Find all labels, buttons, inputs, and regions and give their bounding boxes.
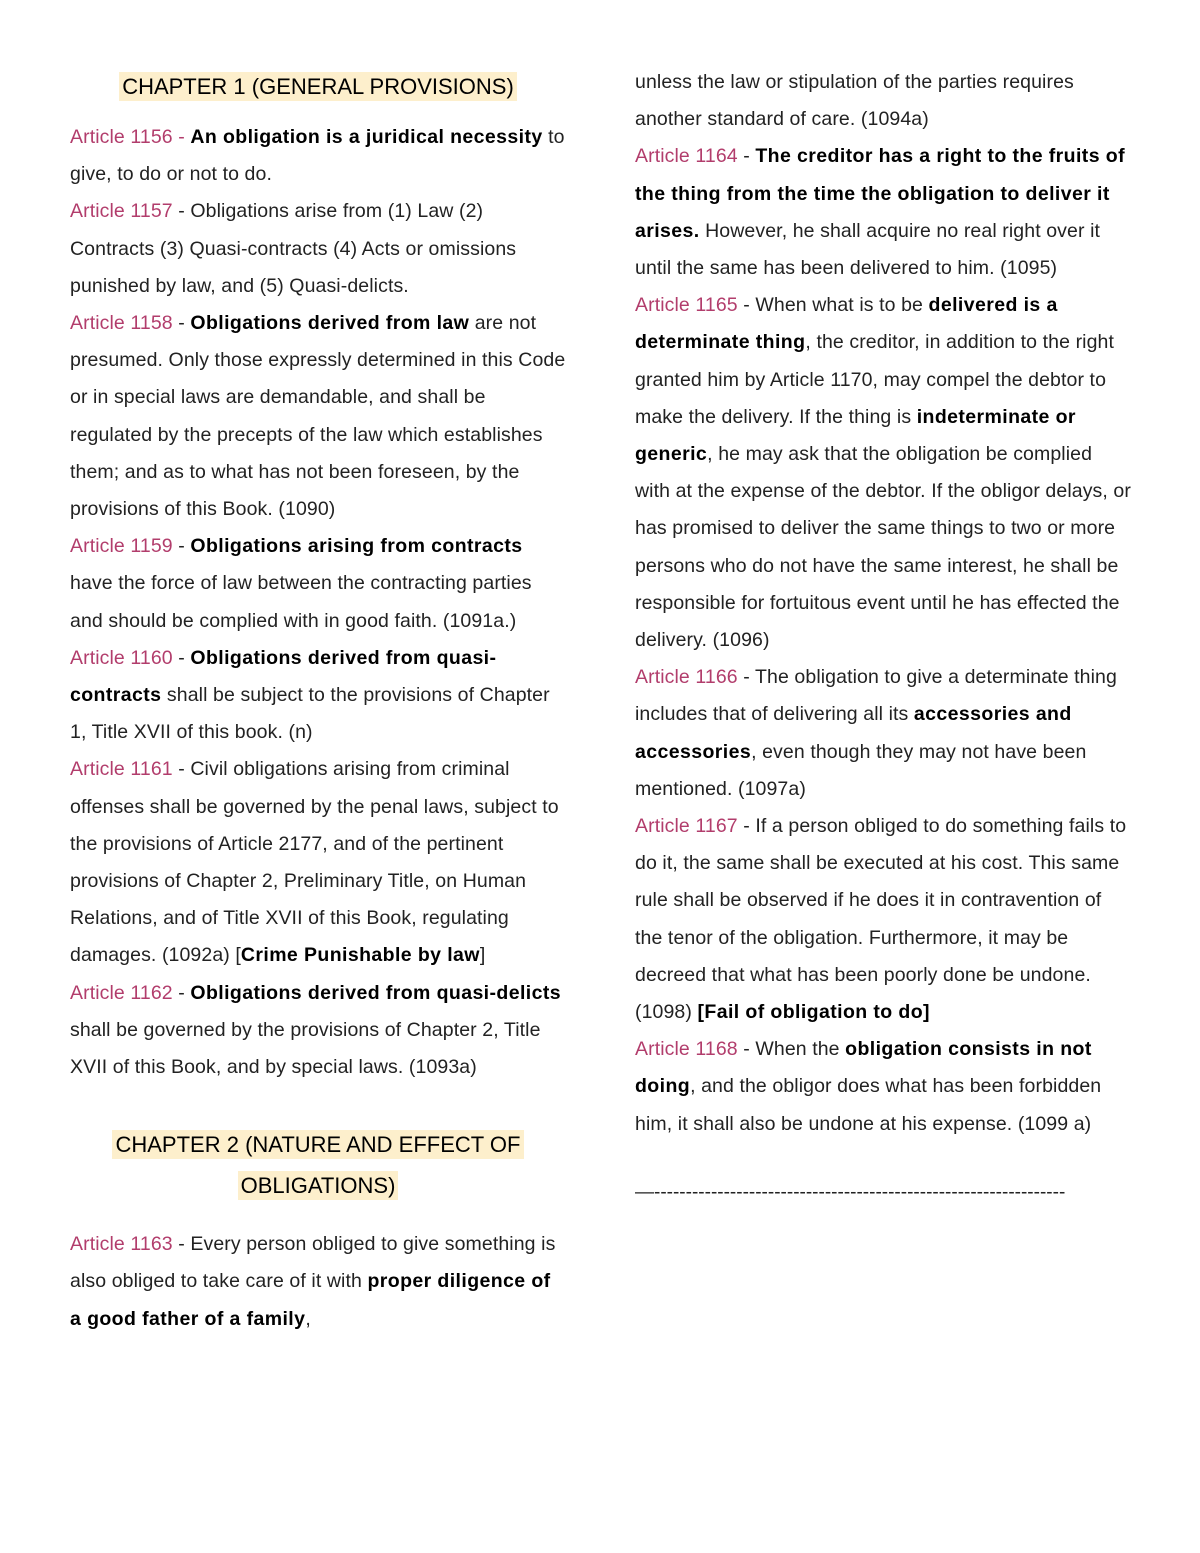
article-text: - Every person obliged to give something is also obliged to take care of it with xyxy=(70,1233,556,1293)
article-1163-continued: unless the law or stipulation of the parties requires another standard of care. (1094a) xyxy=(635,71,1074,131)
article-emphasis: accessories and accessories xyxy=(635,703,1072,763)
article-text: are not presumed. Only those expressly determined in this Code or in special laws are demandable, and shall be regulated by the precepts of the law which establishes them; and as to what has not been foreseen, by the provisions of this Book. (1090) xyxy=(70,312,566,521)
article-number: Article 1156 xyxy=(70,126,173,148)
article-emphasis: proper diligence of a good father of a family xyxy=(70,1270,551,1330)
article-1161 xyxy=(70,751,566,974)
article-1168 xyxy=(635,1031,1131,1143)
chapter-1-heading xyxy=(70,66,566,107)
article-emphasis: Obligations derived from law xyxy=(190,312,470,335)
article-text: have the force of law between the contracting parties and should be complied with in good faith. (1091a.) xyxy=(70,572,532,632)
article-number: Article 1166 xyxy=(635,666,738,689)
separator-line: —----------------------------------------------------------------- xyxy=(635,1181,1066,1203)
article-number: Article 1160 xyxy=(70,646,173,669)
chapter-1-title: CHAPTER 1 (GENERAL PROVISIONS) xyxy=(119,72,517,101)
article-number: Article 1167 xyxy=(635,815,738,838)
article-number: Article 1165 xyxy=(635,294,738,317)
article-emphasis: Crime Punishable by law xyxy=(240,944,480,967)
article-number: Article 1164 xyxy=(635,145,738,168)
article-text-3: , he may ask that the obligation be complied with at the expense of the debtor. If the obligor delays, or has promised to deliver the same things to two or more persons who do not have the same interest, he shall be responsible for fortuitous event until he has effected the delivery. (1096) xyxy=(635,443,1131,652)
article-text: However, he shall acquire no real right over it until the same has been delivered to him. (1095) xyxy=(635,219,1101,280)
article-1163: Article 1163 - Every person obliged to give something is also obliged to take care of it with proper diligence of a good father of a family, xyxy=(70,1233,556,1330)
article-text: shall be subject to the provisions of Chapter 1, Title XVII of this book. (n) xyxy=(70,684,550,744)
article-number: Article 1168 xyxy=(635,1038,738,1061)
article-text: shall be governed by the provisions of Chapter 2, Title XVII of this Book, and by special laws. (1093a) xyxy=(70,1018,541,1079)
article-number: Article 1157 xyxy=(70,200,173,223)
article-1158: Article 1158 - Obligations derived from law are not presumed. Only those expressly determined in this Code or in special laws are demandable, and shall be regulated by the precepts of the law which establishes them; and as to what has not been foreseen, by the provisions of this Book. (1090) xyxy=(70,312,566,521)
article-emphasis: obligation consists in not doing xyxy=(635,1038,1092,1098)
article-text: - When the xyxy=(737,1038,846,1061)
article-1162: Article 1162 - Obligations derived from quasi-delicts shall be governed by the provisions of Chapter 2, Title XVII of this Book, and by special laws. (1093a) xyxy=(70,981,561,1079)
article-text: to give, to do or not to do. xyxy=(70,126,565,186)
article-1166 xyxy=(635,659,1131,808)
article-1160: Article 1160 - Obligations derived from quasi-contracts shall be subject to the provisions of Chapter 1, Title XVII of this book. (n) xyxy=(70,646,550,744)
article-text: - If a person obliged to do something fails to do it, the same shall be executed at his cost. This same rule shall be observed if he does it in contravention of the tenor of the obligation. Furthermore, it may be decreed that what has been poorly done be undone. (1098) xyxy=(635,815,1127,1024)
chapter-2-title-line1: CHAPTER 2 (NATURE AND EFFECT OF xyxy=(112,1130,523,1159)
chapter-2-heading xyxy=(70,1124,566,1206)
article-emphasis: [Fail of obligation to do] xyxy=(697,1001,930,1024)
chapter-2-title-line2: OBLIGATIONS) xyxy=(238,1171,399,1200)
article-1157 xyxy=(70,193,566,305)
article-number: Article 1158 xyxy=(70,312,173,335)
article-text: - Civil obligations arising from criminal offenses shall be governed by the penal laws, subject to the provisions of Article 2177, and of the pertinent provisions of Chapter 2, Preliminary Title, on Human Relations, and of Title XVII of this Book, regulating damages. (1092a) [ xyxy=(70,758,559,967)
article-1164: Article 1164 - The creditor has a right to the fruits of the thing from the time the obligation to deliver it arises. However, he shall acquire no real right over it until the same has been delivered to him. (1095) xyxy=(635,145,1125,280)
left-column xyxy=(70,64,566,1338)
article-emphasis: Obligations derived from quasi-contracts xyxy=(70,646,497,707)
article-emphasis: delivered is a determinate thing xyxy=(635,294,1058,354)
article-1159: Article 1159 - Obligations arising from contracts have the force of law between the contracting parties and should be complied with in good faith. (1091a.) xyxy=(70,535,532,632)
article-number: Article 1161 xyxy=(70,758,173,781)
article-number: Article 1163 xyxy=(70,1233,173,1256)
article-1156: Article 1156 - An obligation is a juridical necessity to give, to do or not to do. xyxy=(70,126,565,186)
article-number: Article 1159 xyxy=(70,535,173,558)
article-emphasis: The creditor has a right to the fruits of the thing from the time the obligation to deliver it arises. xyxy=(635,145,1125,242)
article-text-2: , even though they may not have been mentioned. (1097a) xyxy=(635,740,1087,800)
article-text-end: ] xyxy=(479,944,486,967)
article-1167 xyxy=(635,808,1131,1031)
article-emphasis: Obligations arising from contracts xyxy=(190,535,523,558)
right-column xyxy=(635,64,1131,1211)
article-text: - The obligation to give a determinate thing includes that of delivering all its xyxy=(635,666,1117,726)
article-number: Article 1162 xyxy=(70,981,173,1004)
article-emphasis: Obligations derived from quasi-delicts xyxy=(190,981,561,1004)
article-1165 xyxy=(635,287,1131,659)
article-emphasis: An obligation is a juridical necessity xyxy=(190,126,543,148)
article-text: - When what is to be xyxy=(737,294,929,317)
article-emphasis-2: indeterminate or generic xyxy=(635,405,1076,466)
article-text-2: , and the obligor does what has been forbidden him, it shall also be undone at his expense. (1099 a) xyxy=(635,1075,1102,1135)
article-text: - Obligations arise from (1) Law (2) Contracts (3) Quasi-contracts (4) Acts or omissions punished by law, and (5) Quasi-delicts. xyxy=(70,200,517,297)
article-text-2: , the creditor, in addition to the right granted him by Article 1170, may compel the debtor to make the delivery. If the thing is xyxy=(635,331,1115,428)
